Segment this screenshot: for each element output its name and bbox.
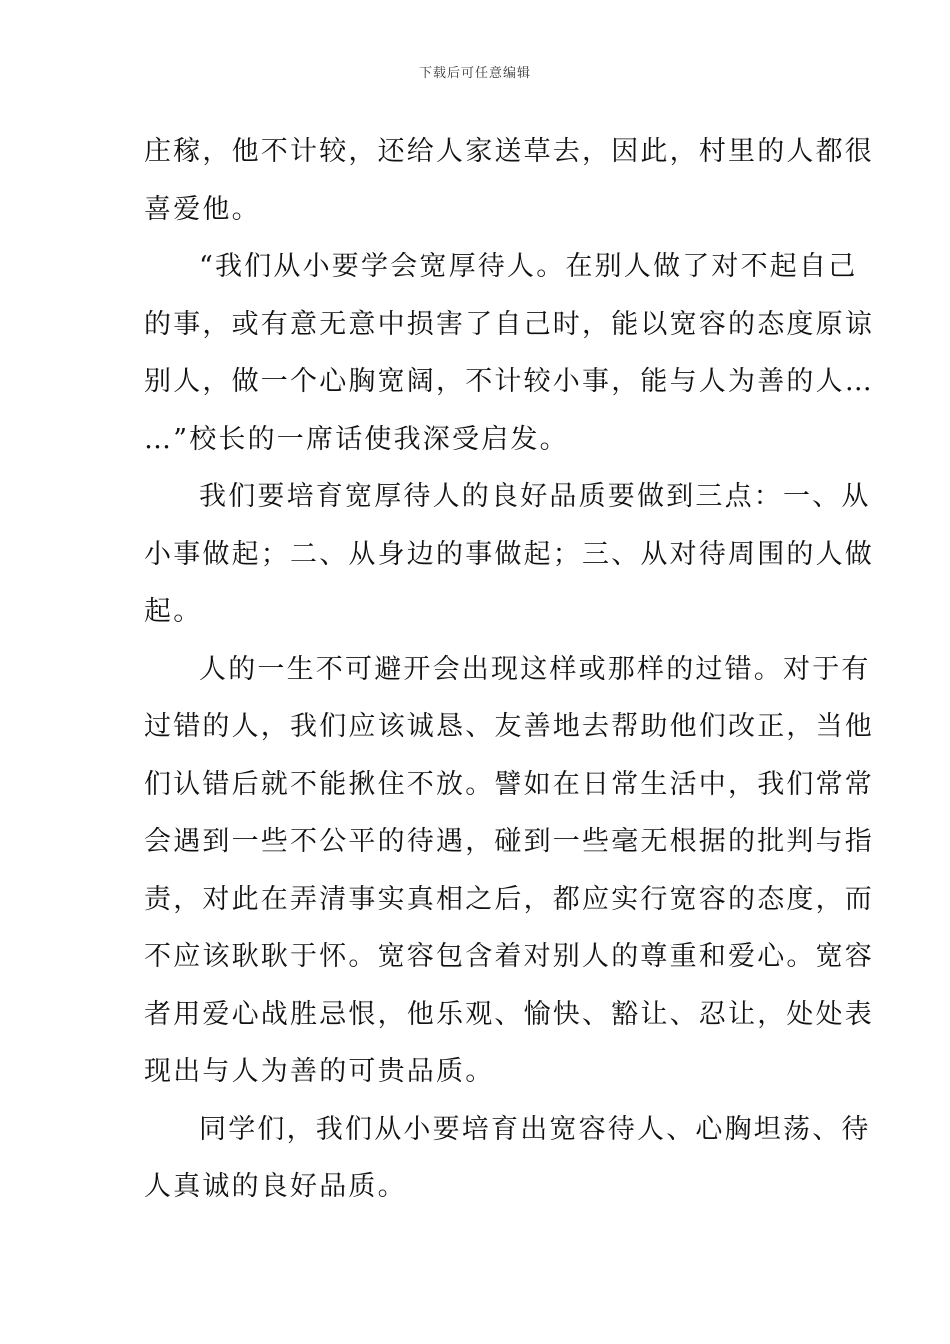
text-line: 会遇到一些不公平的待遇，碰到一些毫无根据的批判与指 [144,826,874,857]
text-line: 们认错后就不能揪住不放。譬如在日常生活中，我们常常 [144,768,874,800]
document-body [144,123,874,1216]
text-line: 庄稼，他不计较，还给人家送草去，因此，村里的人都很 [144,136,874,167]
text-line: 起。 [144,596,203,627]
text-line: 我们要培育宽厚待人的良好品质要做到三点：一、从 [199,481,871,512]
paragraph-5 [144,1101,871,1216]
text-line: 不应该耿耿于怀。宽容包含着对别人的尊重和爱心。宽容 [144,941,874,972]
paragraph-3 [144,468,874,641]
text-line: 喜爱他。 [144,193,261,225]
paragraph-1 [144,123,874,238]
text-line: 过错的人，我们应该诚恳、友善地去帮助他们改正，当他 [144,711,874,742]
text-line: 小事做起；二、从身边的事做起；三、从对待周围的人做 [144,538,874,570]
page-header: 下载后可任意编辑 [418,66,531,81]
paragraph-4 [144,641,874,1101]
text-line: 责，对此在弄清事实真相之后，都应实行宽容的态度，而 [144,883,874,915]
paragraph-2 [144,238,874,468]
text-line: 同学们，我们从小要培育出宽容待人、心胸坦荡、待 [199,1113,871,1145]
text-line: “我们从小要学会宽厚待人。在别人做了对不起自己 [199,251,858,282]
text-line: 人真诚的良好品质。 [144,1171,407,1202]
text-line: 现出与人为善的可贵品质。 [144,1056,495,1087]
text-line: …”校长的一席话使我深受启发。 [144,423,569,455]
text-line: 者用爱心战胜忌恨，他乐观、愉快、豁让、忍让，处处表 [144,998,874,1030]
text-line: 别人，做一个心胸宽阔，不计较小事，能与人为善的人… [144,366,874,397]
text-line: 人的一生不可避开会出现这样或那样的过错。对于有 [199,653,871,685]
text-line: 的事，或有意无意中损害了自己时，能以宽容的态度原谅 [144,308,874,340]
